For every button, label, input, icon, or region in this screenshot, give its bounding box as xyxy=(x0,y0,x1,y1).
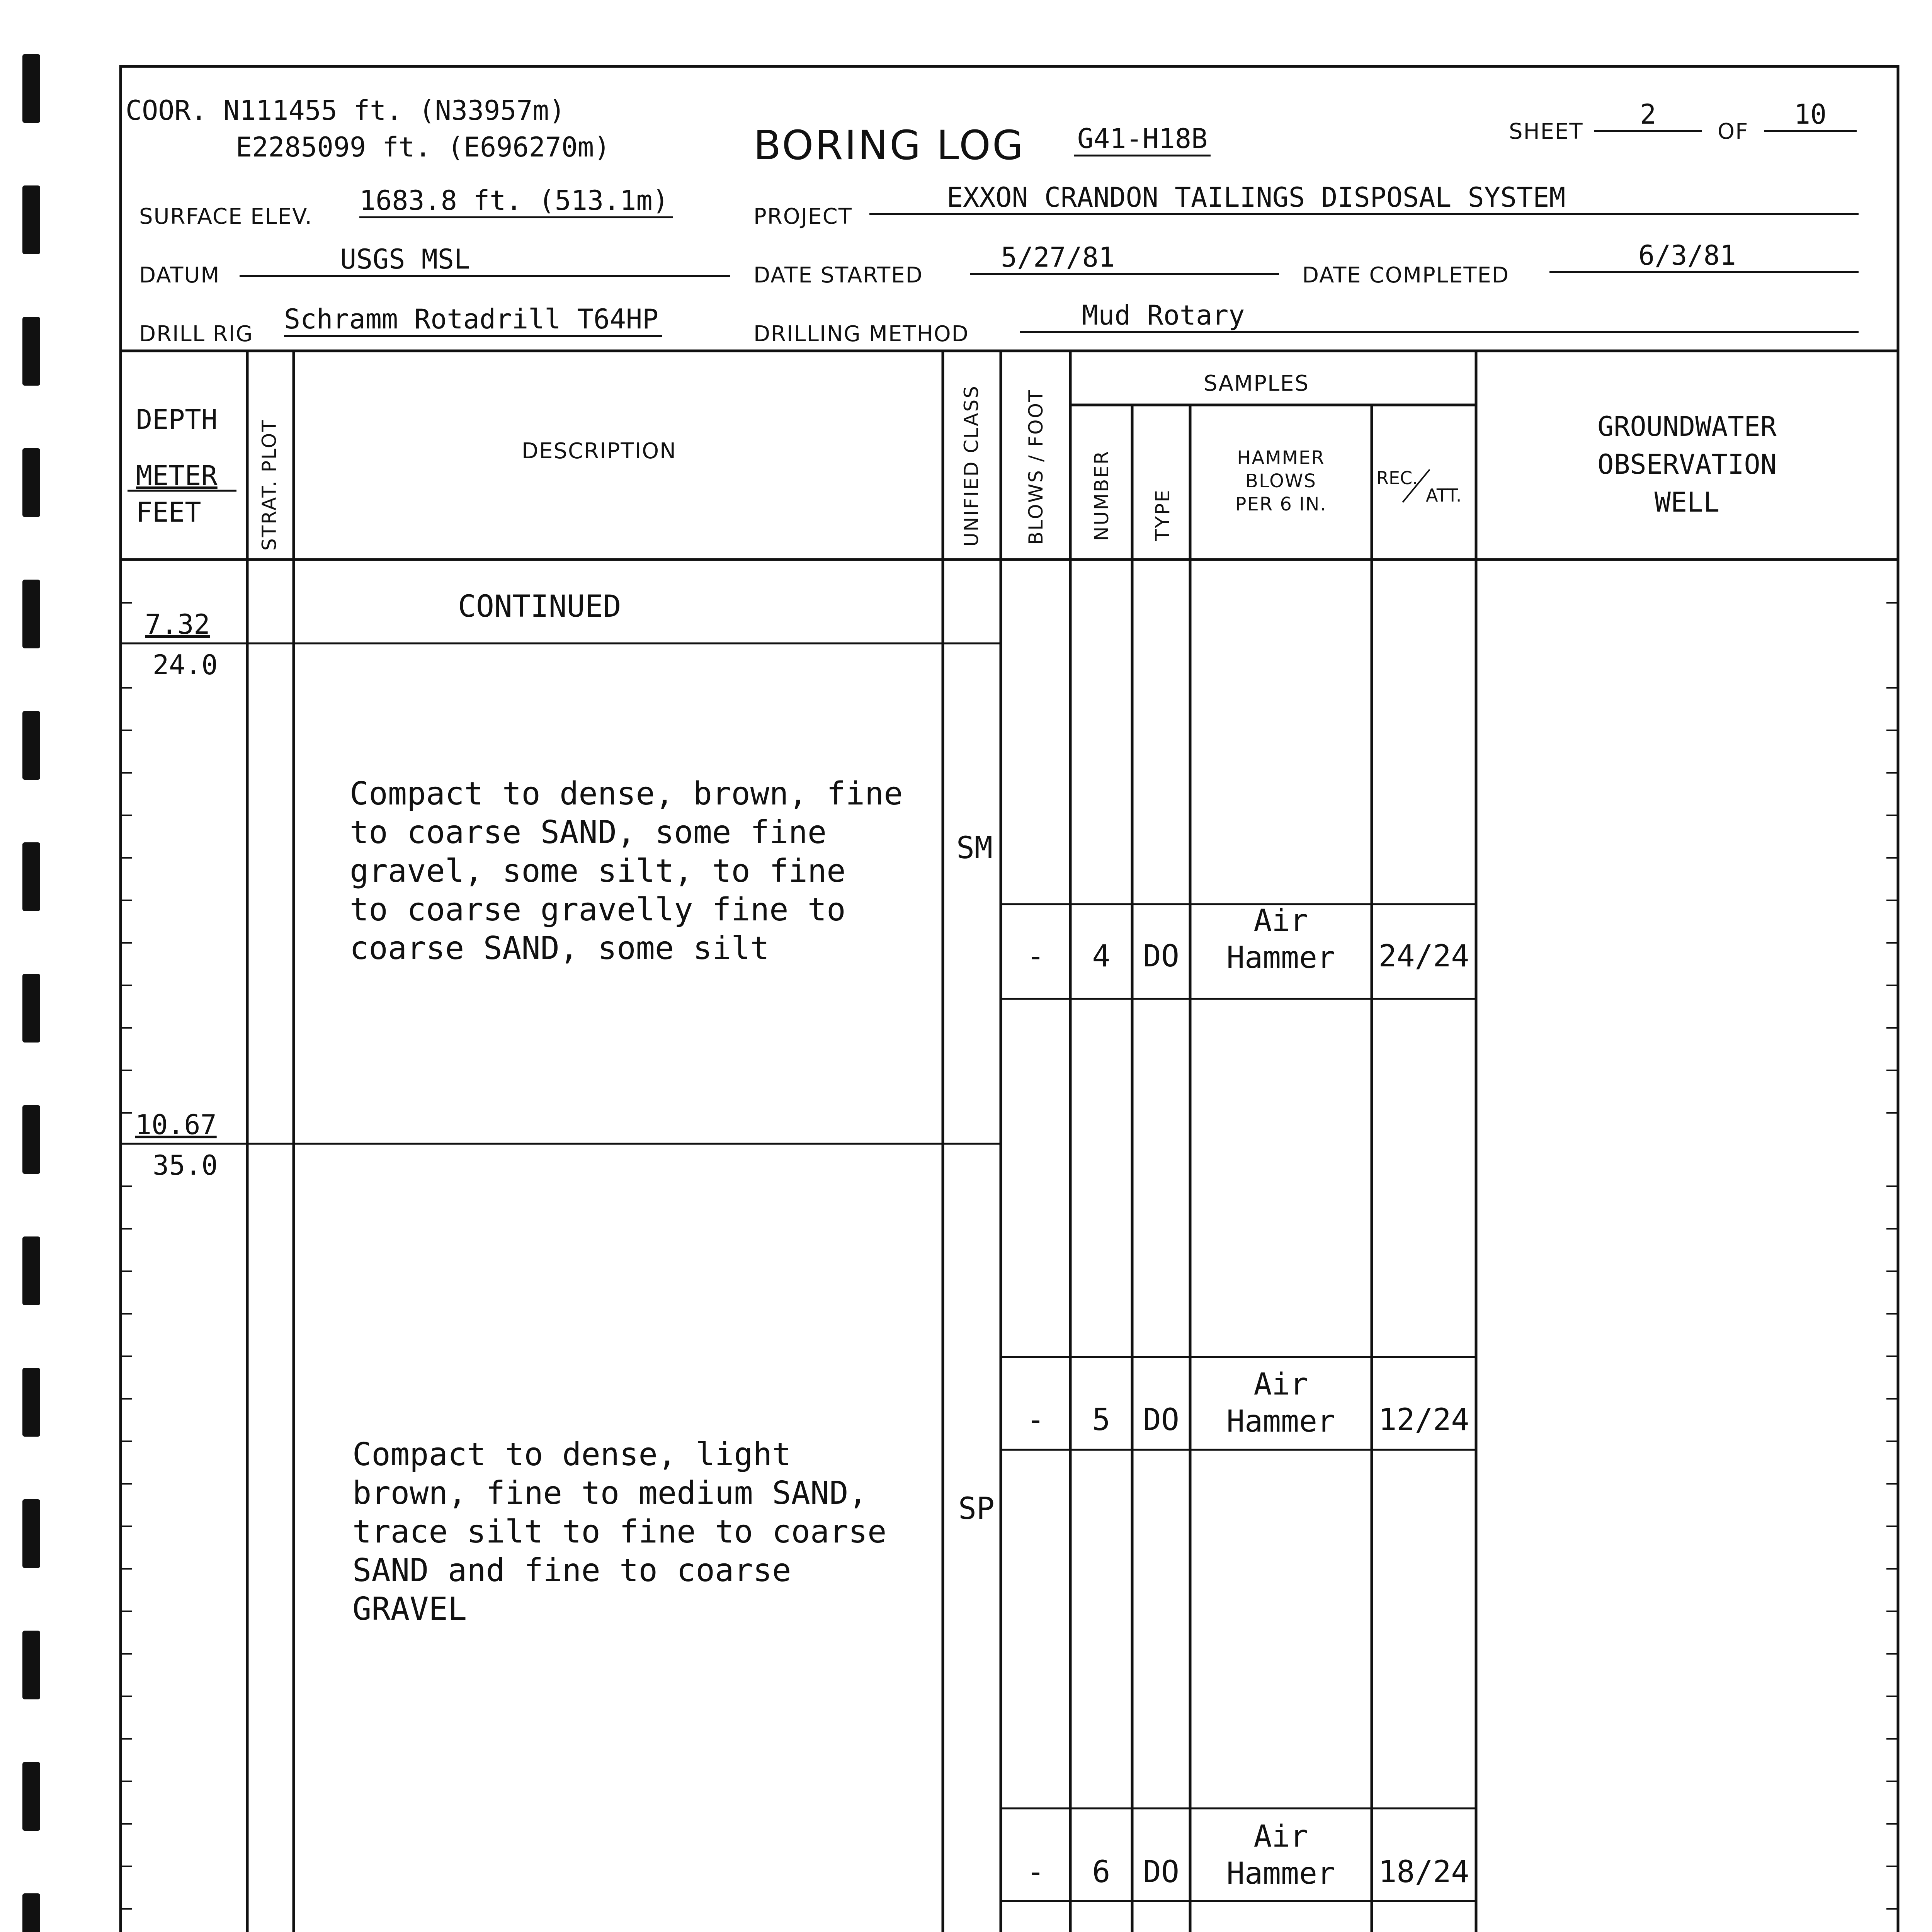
drill-rig-label: DRILL RIG xyxy=(139,321,253,347)
unified-class: SP xyxy=(958,1492,995,1526)
sample-type: DO xyxy=(1143,1855,1179,1889)
project-label: PROJECT xyxy=(753,204,852,229)
sample-rec-att: 12/24 xyxy=(1378,1403,1469,1437)
sample-hammer-blows: Air Hammer xyxy=(1226,903,1335,975)
datum-value: USGS MSL xyxy=(240,243,730,277)
col-unified-class: UNIFIED CLASS xyxy=(960,385,983,547)
sheet-total: 10 xyxy=(1764,99,1857,132)
col-meter: METER xyxy=(136,460,218,492)
of-label: OF xyxy=(1718,119,1749,144)
sample-number: 6 xyxy=(1092,1855,1111,1889)
col-groundwater-well: GROUNDWATER OBSERVATION WELL xyxy=(1597,411,1777,518)
date-completed-value: 6/3/81 xyxy=(1549,240,1859,273)
boring-id: G41-H18B xyxy=(1074,123,1211,156)
project-value: EXXON CRANDON TAILINGS DISPOSAL SYSTEM xyxy=(869,182,1859,215)
page-title: BORING LOG xyxy=(753,122,1025,169)
sample-hammer-blows: Air Hammer xyxy=(1226,1367,1335,1439)
drilling-method-value: Mud Rotary xyxy=(1020,299,1859,333)
date-completed-label: DATE COMPLETED xyxy=(1302,263,1510,288)
depth-meter: 7.32 xyxy=(145,609,210,640)
coor-label: COOR. N111455 ft. (N33957m) xyxy=(126,95,565,126)
col-hammer-blows: HAMMER BLOWS PER 6 IN. xyxy=(1235,447,1327,515)
coor-east: E2285099 ft. (E696270m) xyxy=(236,131,611,163)
col-strat-plot: STRAT. PLOT xyxy=(258,419,281,551)
col-depth: DEPTH xyxy=(136,404,218,435)
depth-feet: 24.0 xyxy=(153,649,218,681)
unified-class: SM xyxy=(956,831,993,866)
drill-rig-value: Schramm Rotadrill T64HP xyxy=(284,303,662,337)
date-started-label: DATE STARTED xyxy=(753,263,923,288)
col-type: TYPE xyxy=(1151,489,1174,541)
sample-rec-att: 18/24 xyxy=(1378,1855,1469,1889)
col-att: ATT. xyxy=(1426,485,1462,506)
col-blows-foot: BLOWS / FOOT xyxy=(1025,389,1047,545)
datum-label: DATUM xyxy=(139,263,220,288)
sheet-label: SHEET xyxy=(1509,119,1583,144)
depth-meter: 10.67 xyxy=(135,1109,217,1141)
surface-elev-label: SURFACE ELEV. xyxy=(139,204,313,229)
sample-blows: - xyxy=(1026,1855,1045,1889)
sample-blows: - xyxy=(1026,939,1045,974)
col-description: DESCRIPTION xyxy=(522,439,677,464)
sample-rec-att: 24/24 xyxy=(1378,939,1469,974)
sample-number: 5 xyxy=(1092,1403,1111,1437)
coor-north: N111455 ft. (N33957m) xyxy=(223,95,565,126)
depth-feet: 35.0 xyxy=(153,1150,218,1181)
col-number: NUMBER xyxy=(1090,450,1113,541)
col-rec: REC. xyxy=(1376,468,1418,488)
sample-type: DO xyxy=(1143,1403,1179,1437)
sample-type: DO xyxy=(1143,939,1179,974)
date-started-value: 5/27/81 xyxy=(970,242,1279,275)
surface-elev-value: 1683.8 ft. (513.1m) xyxy=(359,185,673,218)
sheet-number: 2 xyxy=(1594,99,1702,132)
continued-label: CONTINUED xyxy=(458,589,621,624)
sample-hammer-blows: Air Hammer xyxy=(1226,1819,1335,1891)
layer-description: Compact to dense, brown, fine to coarse SAND, some fine gravel, some silt, to fine to coarse gravelly fine to coarse SAND, some silt xyxy=(350,776,903,967)
drilling-method-label: DRILLING METHOD xyxy=(753,321,969,347)
col-samples: SAMPLES xyxy=(1204,371,1310,396)
sample-number: 4 xyxy=(1092,939,1111,974)
col-feet: FEET xyxy=(136,497,201,528)
sample-blows: - xyxy=(1026,1403,1045,1437)
layer-description: Compact to dense, light brown, fine to medium SAND, trace silt to fine to coarse SAND and fine to coarse GRAVEL xyxy=(352,1436,887,1628)
